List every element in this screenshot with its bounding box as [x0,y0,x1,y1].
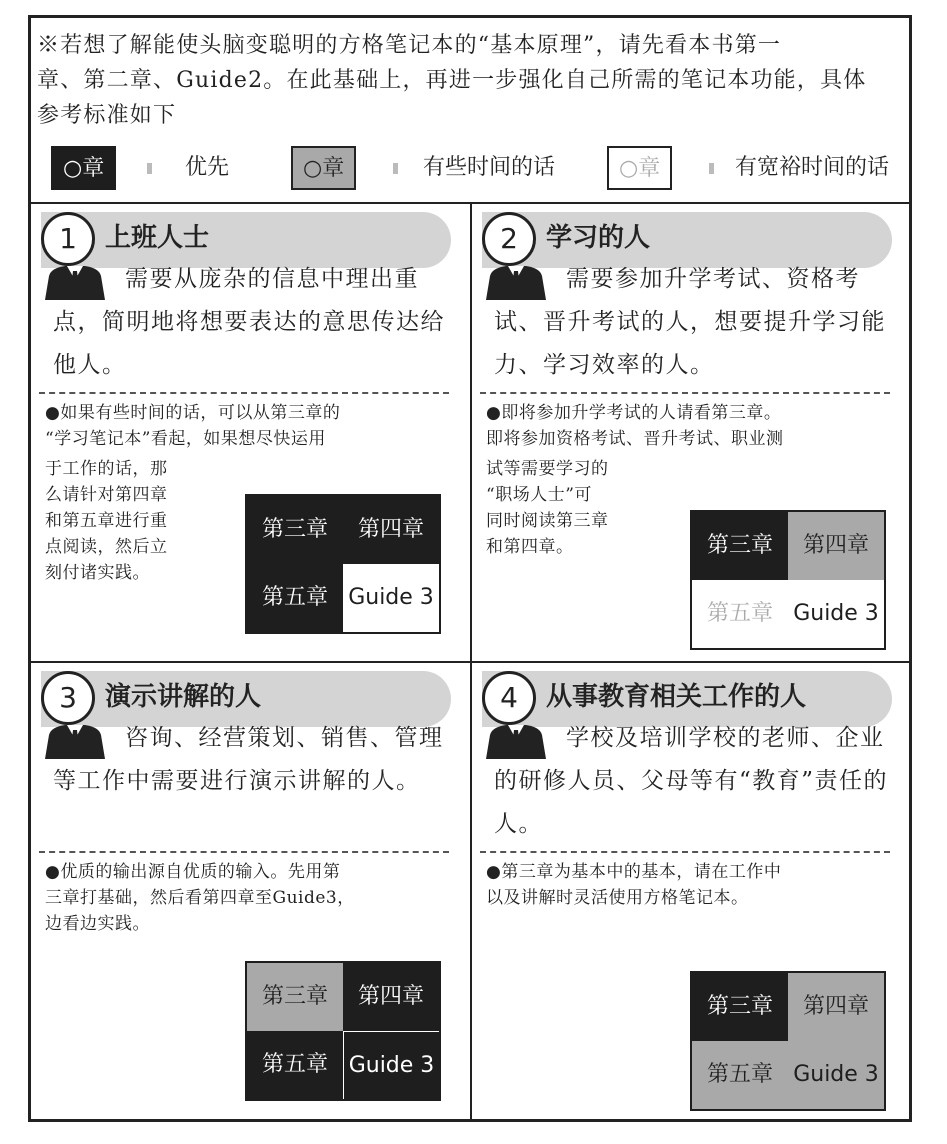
chapter-3-cell: 第三章 [692,973,788,1041]
cell-note [486,400,896,452]
intro-section [31,18,909,204]
note-line: 刻付诸实践。 [45,563,150,583]
cell-educator [472,663,909,1122]
cell-note [45,859,455,937]
chapter-3-cell: 第三章 [247,963,343,1031]
cell-presenter [31,663,470,1122]
cell-number: 4 [482,671,536,725]
guide-3-cell: Guide 3 [343,564,439,632]
note-line: 么请针对第四章 [45,485,168,505]
cell-description: 学校及培训学校的老师、企业的研修人员、父母等有“教育”责任的人。 [494,725,889,837]
guide-3-cell: Guide 3 [788,580,884,648]
intro-text [37,28,905,133]
cell-description: 需要从庞杂的信息中理出重点，简明地将想要表达的意思传达给他人。 [53,266,445,378]
note-line: 三章打基础，然后看第四章至Guide3， [45,888,355,908]
legend-swatch-ample-time: ○章 [607,146,672,190]
note-line: 以及讲解时灵活使用方格笔记本。 [486,888,749,908]
cell-title: 上班人士 [105,223,210,253]
chapter-3-cell: 第三章 [247,496,343,564]
cell-office-worker [31,204,470,661]
cell-note [45,400,455,452]
note-line: 即将参加资格考试、晋升考试、职业测 [486,429,784,449]
intro-line: ※若想了解能使头脑变聪明的方格笔记本的“基本原理”，请先看本书第一 [37,33,782,58]
cell-side-note [45,456,195,586]
note-line: 和第五章进行重 [45,511,168,531]
note-line: 于工作的话，那 [45,459,168,479]
cell-description: 咨询、经营策划、销售、管理等工作中需要进行演示讲解的人。 [53,725,444,794]
chapter-grid [245,494,441,634]
cell-title: 从事教育相关工作的人 [546,682,807,712]
note-line: ●如果有些时间的话，可以从第三章的 [45,403,341,423]
chapter-4-cell: 第四章 [343,496,439,564]
note-line: “学习笔记本”看起，如果想尽快运用 [45,429,326,449]
legend-tick [147,163,152,174]
chapter-5-cell: 第五章 [247,564,343,632]
note-line: ●优质的输出源自优质的输入。先用第 [45,862,341,882]
note-line: ●第三章为基本中的基本，请在工作中 [486,862,782,882]
legend-label-priority: 优先 [185,155,230,180]
intro-line: 章、第二章、Guide2。在此基础上，再进一步强化自己所需的笔记本功能，具体 [37,68,867,93]
note-line: 和第四章。 [486,537,574,557]
chapter-4-cell: 第四章 [788,973,884,1041]
cell-learner [472,204,909,661]
cell-description: 需要参加升学考试、资格考试、晋升考试的人，想要提升学习能力、学习效率的人。 [494,266,886,378]
dashed-separator [480,851,890,853]
chapter-5-cell: 第五章 [247,1031,343,1099]
chapter-4-cell: 第四章 [788,512,884,580]
cell-title: 演示讲解的人 [105,682,262,712]
note-line: ●即将参加升学考试的人请看第三章。 [486,403,782,423]
chart-frame [28,15,912,1122]
chapter-5-cell: 第五章 [692,1041,788,1109]
legend-tick [393,163,398,174]
chapter-4-cell: 第四章 [343,963,439,1031]
chapter-5-cell: 第五章 [692,580,788,648]
cell-number: 1 [41,212,95,266]
cell-number: 3 [41,671,95,725]
dashed-separator [39,392,449,394]
note-line: 同时阅读第三章 [486,511,609,531]
dashed-separator [39,851,449,853]
legend-label-ample-time: 有宽裕时间的话 [735,155,890,180]
cell-side-note [486,456,646,560]
guide-3-cell: Guide 3 [788,1041,884,1109]
chapter-grid [245,961,441,1101]
legend-label-some-time: 有些时间的话 [423,155,556,180]
chapter-grid [690,510,886,650]
note-line: 点阅读，然后立 [45,537,168,557]
legend [51,146,911,194]
legend-swatch-priority: ○章 [51,146,116,190]
cell-number: 2 [482,212,536,266]
cell-title: 学习的人 [546,223,651,253]
chapter-3-cell: 第三章 [692,512,788,580]
guide-3-cell: Guide 3 [343,1031,439,1099]
note-line: “职场人士”可 [486,485,592,505]
note-line: 边看边实践。 [45,914,150,934]
legend-swatch-some-time: ○章 [291,146,356,190]
dashed-separator [480,392,890,394]
chapter-grid [690,971,886,1111]
note-line: 试等需要学习的 [486,459,609,479]
legend-tick [709,163,714,174]
intro-line: 参考标准如下 [37,103,177,128]
cell-note [486,859,896,911]
